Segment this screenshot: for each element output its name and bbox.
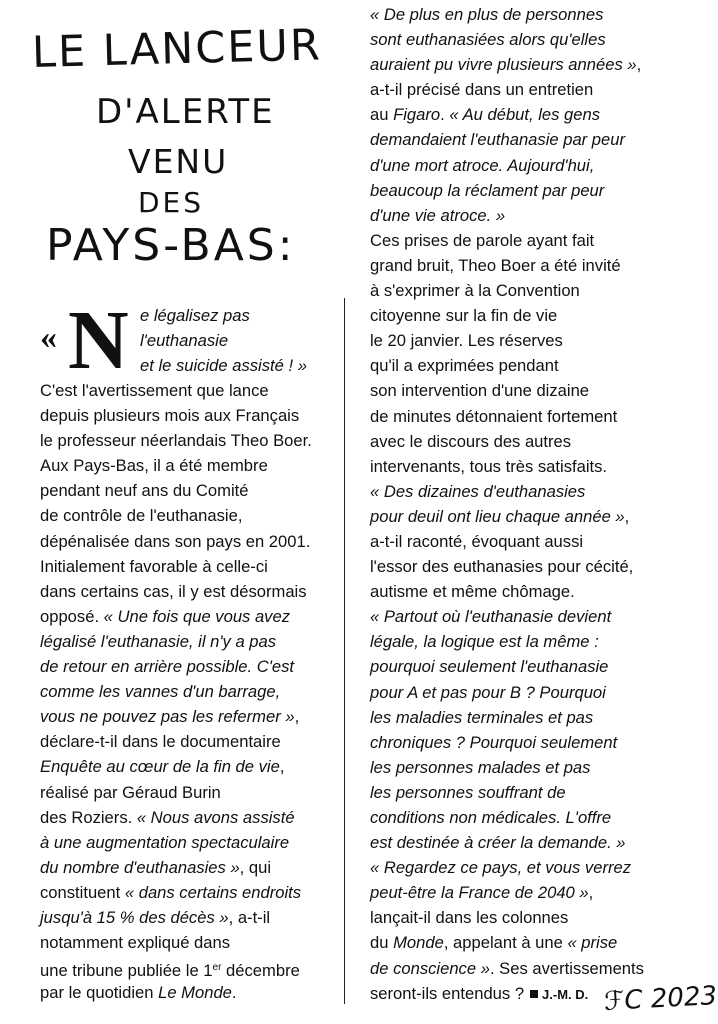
text-run: , [279, 757, 285, 777]
quote-run: de conscience » [370, 958, 490, 978]
quote-line: conditions non médicales. L'offre [370, 808, 612, 827]
quote-line: chroniques ? Pourquoi seulement [370, 732, 618, 752]
quote-run: « prise [567, 933, 618, 953]
quote-run: du nombre d'euthanasies » [40, 857, 240, 877]
body-line: qu'il a exprimées pendant [370, 356, 559, 376]
body-line: le professeur néerlandais Theo Boer. [40, 431, 312, 451]
text-run: au [370, 105, 394, 125]
handwritten-title-line: LE LANCEUR [31, 20, 323, 78]
body-line [370, 880, 690, 905]
body-line [40, 905, 332, 930]
body-line [370, 956, 690, 981]
quote-line: demandaient l'euthanasie par peur [370, 130, 626, 150]
body-line: lançait-il dans les colonnes [370, 908, 569, 928]
lead-line: l'euthanasie [140, 331, 229, 351]
handwritten-title-line: VENU [128, 142, 229, 181]
body-line: grand bruit, Theo Boer a été invité [370, 255, 621, 275]
body-line: réalisé par Géraud Burin [40, 782, 221, 802]
body-line: C'est l'avertissement que lance [40, 381, 269, 400]
body-line: l'essor des euthanasies pour cécité, [370, 557, 634, 577]
text-run: seront-ils entendus ? [370, 983, 525, 1003]
body-line: de minutes détonnaient fortement [370, 406, 618, 426]
body-line: intervenants, tous très satisfaits. [370, 456, 608, 476]
body-line [40, 955, 332, 980]
text-run: opposé. [40, 606, 104, 626]
body-line [370, 102, 690, 127]
text-run: des Roziers. [40, 807, 137, 827]
body-line: dans certains cas, il y est désormais [40, 581, 307, 601]
body-line: a-t-il raconté, évoquant aussi [370, 531, 584, 551]
body-line: a-t-il précisé dans un entretien [370, 80, 594, 100]
end-square-icon [530, 990, 538, 998]
text-run: du [370, 933, 394, 953]
body-line: déclare-t-il dans le documentaire [40, 732, 281, 752]
quote-line: les personnes souffrant de [370, 782, 566, 802]
opening-quote: « [40, 319, 57, 356]
quote-line: à une augmentation spectaculaire [40, 832, 290, 852]
handwritten-title-line: D'ALERTE [96, 92, 275, 132]
quote-line: les personnes malades et pas [370, 757, 591, 777]
quote-run: « Au début, les gens [449, 105, 601, 125]
body-line: son intervention d'une dizaine [370, 381, 590, 401]
quote-line: comme les vannes d'un barrage, [40, 682, 281, 702]
quote-run: vous ne pouvez pas les refermer » [40, 707, 295, 727]
quote-line: sont euthanasiées alors qu'elles [370, 30, 606, 50]
body-line: pendant neuf ans du Comité [40, 481, 249, 501]
quote-run: peut-être la France de 2040 » [370, 883, 589, 903]
quote-line: « De plus en plus de personnes [370, 5, 604, 24]
body-line [40, 805, 332, 830]
body-line [370, 504, 690, 529]
column-divider [344, 298, 345, 1004]
body-line: citoyenne sur la fin de vie [370, 306, 558, 326]
quote-run: jusqu'à 15 % des décès » [40, 907, 229, 927]
quote-line: pourquoi seulement l'euthanasie [370, 657, 609, 677]
body-line [370, 52, 690, 77]
lead-line: e légalisez pas [140, 306, 250, 325]
author-signature: J.-M. D. [542, 986, 589, 1002]
quote-run: « Une fois que vous avez [103, 606, 291, 626]
body-line: dépénalisée dans son pays en 2001. [40, 531, 311, 551]
text-run: . [231, 983, 237, 1003]
lead-lines [140, 303, 307, 378]
body-line: de contrôle de l'euthanasie, [40, 506, 243, 526]
handwritten-title [18, 20, 338, 280]
text-run: . [440, 105, 450, 125]
article-left-column [40, 294, 332, 1005]
body-line: avec le discours des autres [370, 431, 572, 451]
handwritten-annotation: ℱC 2023 [603, 981, 718, 1017]
body-line [40, 754, 332, 779]
quote-line: d'une vie atroce. » [370, 205, 506, 225]
text-run: , [294, 707, 300, 727]
newspaper-name: Monde [393, 933, 444, 953]
handwritten-title-line: DES [138, 186, 205, 219]
body-line [40, 980, 332, 1005]
body-line: depuis plusieurs mois aux Français [40, 406, 300, 426]
quote-line: légalisé l'euthanasie, il n'y a pas [40, 631, 277, 651]
text-run: , qui [239, 857, 272, 877]
quote-line: d'une mort atroce. Aujourd'hui, [370, 155, 595, 175]
body-line: Aux Pays-Bas, il a été membre [40, 456, 268, 476]
body-line: à s'exprimer à la Convention [370, 281, 580, 301]
quote-line: « Regardez ce pays, et vous verrez [370, 858, 632, 878]
quote-line: « Des dizaines d'euthanasies [370, 481, 586, 501]
text-run: , appelant à une [443, 933, 568, 953]
text-run: . Ses avertissements [489, 958, 644, 978]
lead-block [40, 294, 332, 387]
handwritten-title-line: PAYS-BAS: [46, 220, 296, 271]
body-line: Initialement favorable à celle-ci [40, 556, 268, 576]
body-line [40, 704, 332, 729]
text-run: une tribune publiée le 1 [40, 961, 213, 981]
quote-run: pour deuil ont lieu chaque année » [370, 506, 625, 526]
quote-line: beaucoup la réclament par peur [370, 180, 605, 200]
quote-line: de retour en arrière possible. C'est [40, 657, 295, 677]
text-run: , [588, 883, 594, 903]
quote-line: légale, la logique est la même : [370, 632, 599, 652]
quote-line: pour A et pas pour B ? Pourquoi [370, 682, 606, 702]
quote-line: est destinée à créer la demande. » [370, 833, 626, 853]
quote-run: « Nous avons assisté [136, 807, 295, 827]
text-run: , [636, 55, 642, 75]
text-run: par le quotidien [40, 983, 159, 1003]
text-run: décembre [221, 961, 300, 981]
newspaper-name: Le Monde [158, 983, 232, 1003]
quote-run: « dans certains endroits [124, 882, 302, 902]
superscript: er [212, 962, 222, 974]
body-line: Ces prises de parole ayant fait [370, 230, 595, 250]
lead-line: et le suicide assisté ! » [140, 356, 307, 376]
text-run: constituent [40, 882, 125, 902]
body-line [40, 855, 332, 880]
newspaper-name: Figaro [393, 105, 441, 125]
body-line: le 20 janvier. Les réserves [370, 331, 563, 351]
body-line: autisme et même chômage. [370, 582, 575, 602]
body-line [40, 880, 332, 905]
body-line [370, 930, 690, 955]
body-line: notamment expliqué dans [40, 933, 231, 953]
quote-run: auraient pu vivre plusieurs années » [370, 55, 637, 75]
drop-cap: N [68, 294, 129, 387]
text-run: , [624, 506, 630, 526]
text-run: , a-t-il [228, 907, 271, 927]
quote-line: les maladies terminales et pas [370, 707, 594, 727]
quote-line: « Partout où l'euthanasie devient [370, 607, 612, 627]
film-title: Enquête au cœur de la fin de vie [40, 757, 280, 777]
article-right-column [370, 2, 690, 1006]
body-line [40, 604, 332, 629]
